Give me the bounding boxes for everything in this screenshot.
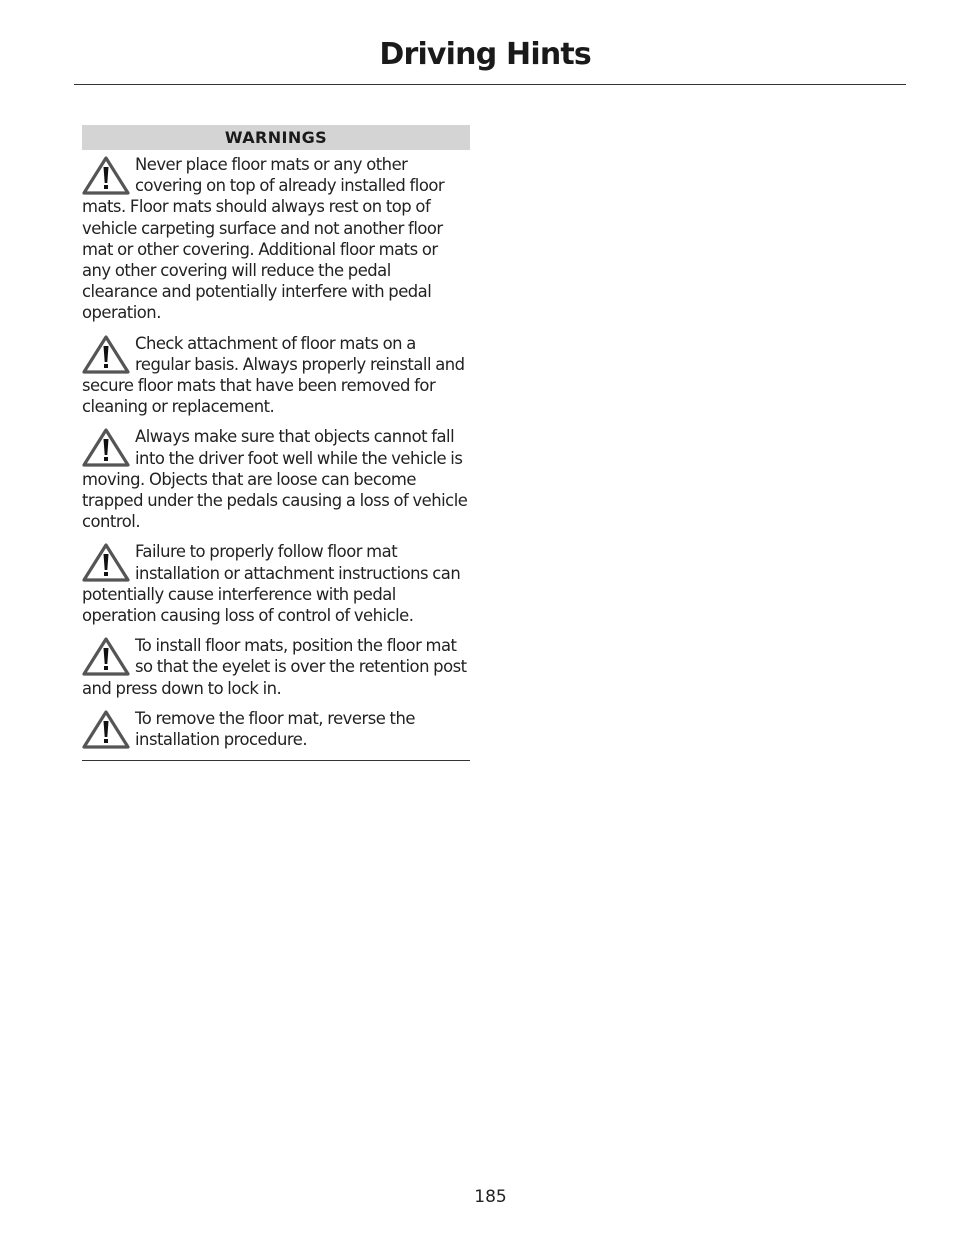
warning-item	[82, 708, 470, 750]
warning-triangle-icon	[82, 635, 132, 677]
warning-text: Check attachment of floor mats on a regular basis. Always properly reinstall and secure floor mats that have been removed for cleaning or replacement.	[82, 333, 465, 417]
warning-item	[82, 635, 470, 699]
warnings-heading: WARNINGS	[82, 125, 470, 150]
warning-triangle-icon	[82, 333, 132, 375]
warning-triangle-icon	[82, 541, 132, 583]
page-header	[74, 34, 906, 85]
warning-triangle-icon	[82, 708, 132, 750]
warning-item	[82, 426, 470, 532]
warning-text: Failure to properly follow floor mat installation or attachment instructions can potentially cause interference with pedal operation causing loss of control of vehicle.	[82, 542, 461, 626]
warning-item	[82, 541, 470, 626]
warning-text: Always make sure that objects cannot fall into the driver foot well while the vehicle is moving. Objects that are loose can become trapped under the pedals causing a loss of vehicle control.	[82, 427, 468, 532]
page-number: 185	[474, 1187, 507, 1207]
warning-triangle-icon	[82, 426, 132, 468]
page-title: Driving Hints	[379, 37, 591, 72]
warning-text: To remove the floor mat, reverse the installation procedure.	[135, 708, 415, 750]
warning-text: To install floor mats, position the floor mat so that the eyelet is over the retention post and press down to lock in.	[82, 636, 467, 698]
warning-item	[82, 333, 470, 418]
warning-item	[82, 154, 470, 324]
warning-triangle-icon	[82, 154, 132, 196]
warning-text: Never place floor mats or any other covering on top of already installed floor mats. Floor mats should always rest on top of vehicle carpeting surface and not another floor mat or other covering. Additional floor mats or any other covering will reduce the pedal clearance and potentially interfere with pedal operation.	[82, 155, 445, 323]
warnings-box	[82, 125, 470, 761]
